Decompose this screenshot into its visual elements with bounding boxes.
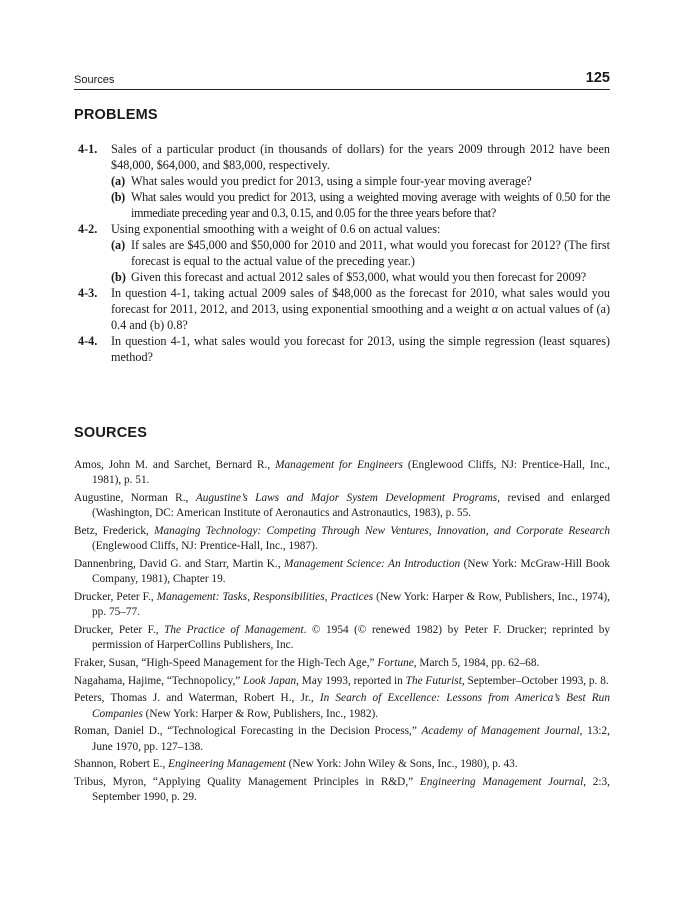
- ref-title: Academy of Management Journal: [421, 725, 580, 738]
- ref-title: Management Science: An Introduction: [284, 558, 461, 570]
- ref-title: The Practice of Management: [164, 624, 304, 636]
- sub-label: (a): [111, 174, 126, 188]
- reference-dannenbring: [74, 557, 610, 588]
- reference-roman: [74, 724, 610, 755]
- ref-text: (New York: Harper & Row, Publishers, Inc., 1974), pp. 75–77.: [92, 591, 610, 619]
- sub-text: What sales would you predict for 2013, using a simple four-year moving average?: [131, 174, 532, 188]
- reference-drucker-1954: [74, 623, 610, 654]
- ref-title: Managing Technology: Competing Through New Ventures, Innovation, and Corporate Research: [154, 525, 610, 537]
- ref-text: Drucker, Peter F.,: [74, 591, 157, 603]
- ref-text: (Englewood Cliffs, NJ: Prentice-Hall, Inc., 1987).: [92, 540, 318, 553]
- ref-text: , September–October 1993, p. 8.: [461, 674, 609, 687]
- sources-list: [74, 458, 610, 808]
- problem-4-1-b: [111, 189, 610, 221]
- sub-label: (b): [111, 190, 125, 204]
- ref-title: Fortune: [377, 657, 414, 669]
- reference-augustine: [74, 491, 610, 522]
- reference-nagahama: [74, 674, 610, 689]
- ref-title: Management for Engineers: [275, 459, 403, 471]
- ref-text: Dannenbring, David G. and Starr, Martin K.,: [74, 558, 285, 570]
- sub-label: (a): [111, 238, 126, 252]
- problem-4-3: [74, 285, 610, 333]
- problem-text: In question 4-1, taking actual 2009 sales of $48,000 as the forecast for 2010, what sales would you forecast for 2011, 2012, and 2013, using exponential smoothing and a weight α on actual values of (a) 0.4 and (b) 0.8?: [111, 286, 610, 332]
- ref-text: , March 5, 1984, pp. 62–68.: [413, 657, 540, 669]
- ref-text: , revised and enlarged (Washington, DC: American Institute of Aeronautics and Astronautics, 1983), p. 55.: [92, 492, 610, 520]
- reference-fraker: [74, 656, 610, 671]
- sub-text: What sales would you predict for 2013, using a weighted moving average with weights of 0.50 for the immediate preceding year and 0.3, 0.15, and 0.05 for the three years before that?: [131, 190, 610, 220]
- reference-drucker-1974: [74, 590, 610, 621]
- problem-text: In question 4-1, what sales would you forecast for 2013, using the simple regression (least squares) method?: [111, 334, 610, 364]
- ref-text: Betz, Frederick,: [74, 525, 155, 537]
- ref-text: , May 1993, reported in: [296, 674, 406, 687]
- ref-text: , 13:2, June 1970, pp. 127–138.: [92, 725, 610, 753]
- problem-number: 4-2.: [78, 222, 98, 236]
- ref-title: The Futurist: [405, 674, 462, 687]
- sources-heading: SOURCES: [74, 425, 148, 441]
- problem-number: 4-1.: [78, 142, 98, 156]
- reference-amos: [74, 458, 610, 489]
- problem-4-2: [74, 221, 610, 285]
- reference-peters: [74, 691, 610, 722]
- sub-label: (b): [111, 270, 126, 284]
- problem-4-1-a: [111, 173, 610, 189]
- ref-text: Shannon, Robert E.,: [74, 758, 169, 771]
- ref-title: In Search of Excellence: Lessons from America’s Best Run Companies: [92, 692, 610, 720]
- ref-text: Peters, Thomas J. and Waterman, Robert H., Jr.,: [74, 692, 320, 705]
- problem-4-1: [74, 141, 610, 221]
- problem-number: 4-4.: [78, 334, 98, 348]
- ref-text: , 2:3, September 1990, p. 29.: [92, 775, 610, 804]
- reference-tribus: [74, 775, 610, 806]
- ref-title: Engineering Management Journal: [419, 775, 584, 788]
- ref-text: Drucker, Peter F.,: [74, 624, 165, 636]
- problems-list: [74, 141, 610, 365]
- problem-4-2-b: [111, 269, 610, 285]
- sub-text: Given this forecast and actual 2012 sales of $53,000, what would you then forecast for 2009?: [131, 270, 587, 284]
- reference-shannon: [74, 757, 610, 772]
- ref-title: Engineering Management: [168, 758, 286, 771]
- problem-text: Using exponential smoothing with a weight of 0.6 on actual values:: [111, 222, 441, 236]
- ref-text: Augustine, Norman R.,: [74, 492, 196, 504]
- running-head-section: Sources: [74, 74, 115, 86]
- problems-heading: PROBLEMS: [74, 107, 158, 123]
- ref-text: Roman, Daniel D., “Technological Forecasting in the Decision Process,”: [74, 725, 422, 738]
- problem-text: Sales of a particular product (in thousands of dollars) for the years 2009 through 2012 have been $48,000, $64,000, and $83,000, respectively.: [111, 142, 610, 172]
- ref-text: (Englewood Cliffs, NJ: Prentice-Hall, Inc., 1981), p. 51.: [92, 459, 610, 487]
- ref-title: Augustine’s Laws and Major System Development Programs: [195, 492, 498, 504]
- ref-text: (New York: John Wiley & Sons, Inc., 1980), p. 43.: [285, 758, 518, 771]
- running-head: [74, 70, 610, 90]
- problem-number: 4-3.: [78, 286, 98, 300]
- page-number: 125: [585, 70, 610, 86]
- ref-text: Tribus, Myron, “Applying Quality Management Principles in R&D,”: [74, 775, 420, 788]
- ref-text: Nagahama, Hajime, “Technopolicy,”: [74, 674, 244, 687]
- problem-4-2-a: [111, 237, 610, 269]
- ref-text: . © 1954 (© renewed 1982) by Peter F. Drucker; reprinted by permission of HarperCollins Publishers, Inc.: [92, 624, 610, 652]
- sub-text: If sales are $45,000 and $50,000 for 2010 and 2011, what would you forecast for 2012? (The first forecast is equal to the actual value of the preceding year.): [131, 238, 610, 268]
- reference-betz: [74, 524, 610, 555]
- ref-text: Amos, John M. and Sarchet, Bernard R.,: [74, 459, 276, 471]
- ref-text: (New York: McGraw-Hill Book Company, 1981), Chapter 19.: [92, 558, 611, 586]
- ref-title: Management: Tasks, Responsibilities, Practices: [156, 591, 374, 603]
- ref-title: Look Japan: [243, 674, 297, 687]
- ref-text: Fraker, Susan, “High-Speed Management for the High-Tech Age,”: [74, 657, 378, 669]
- ref-text: (New York: Harper & Row, Publishers, Inc., 1982).: [142, 707, 379, 720]
- problem-4-4: [74, 333, 610, 365]
